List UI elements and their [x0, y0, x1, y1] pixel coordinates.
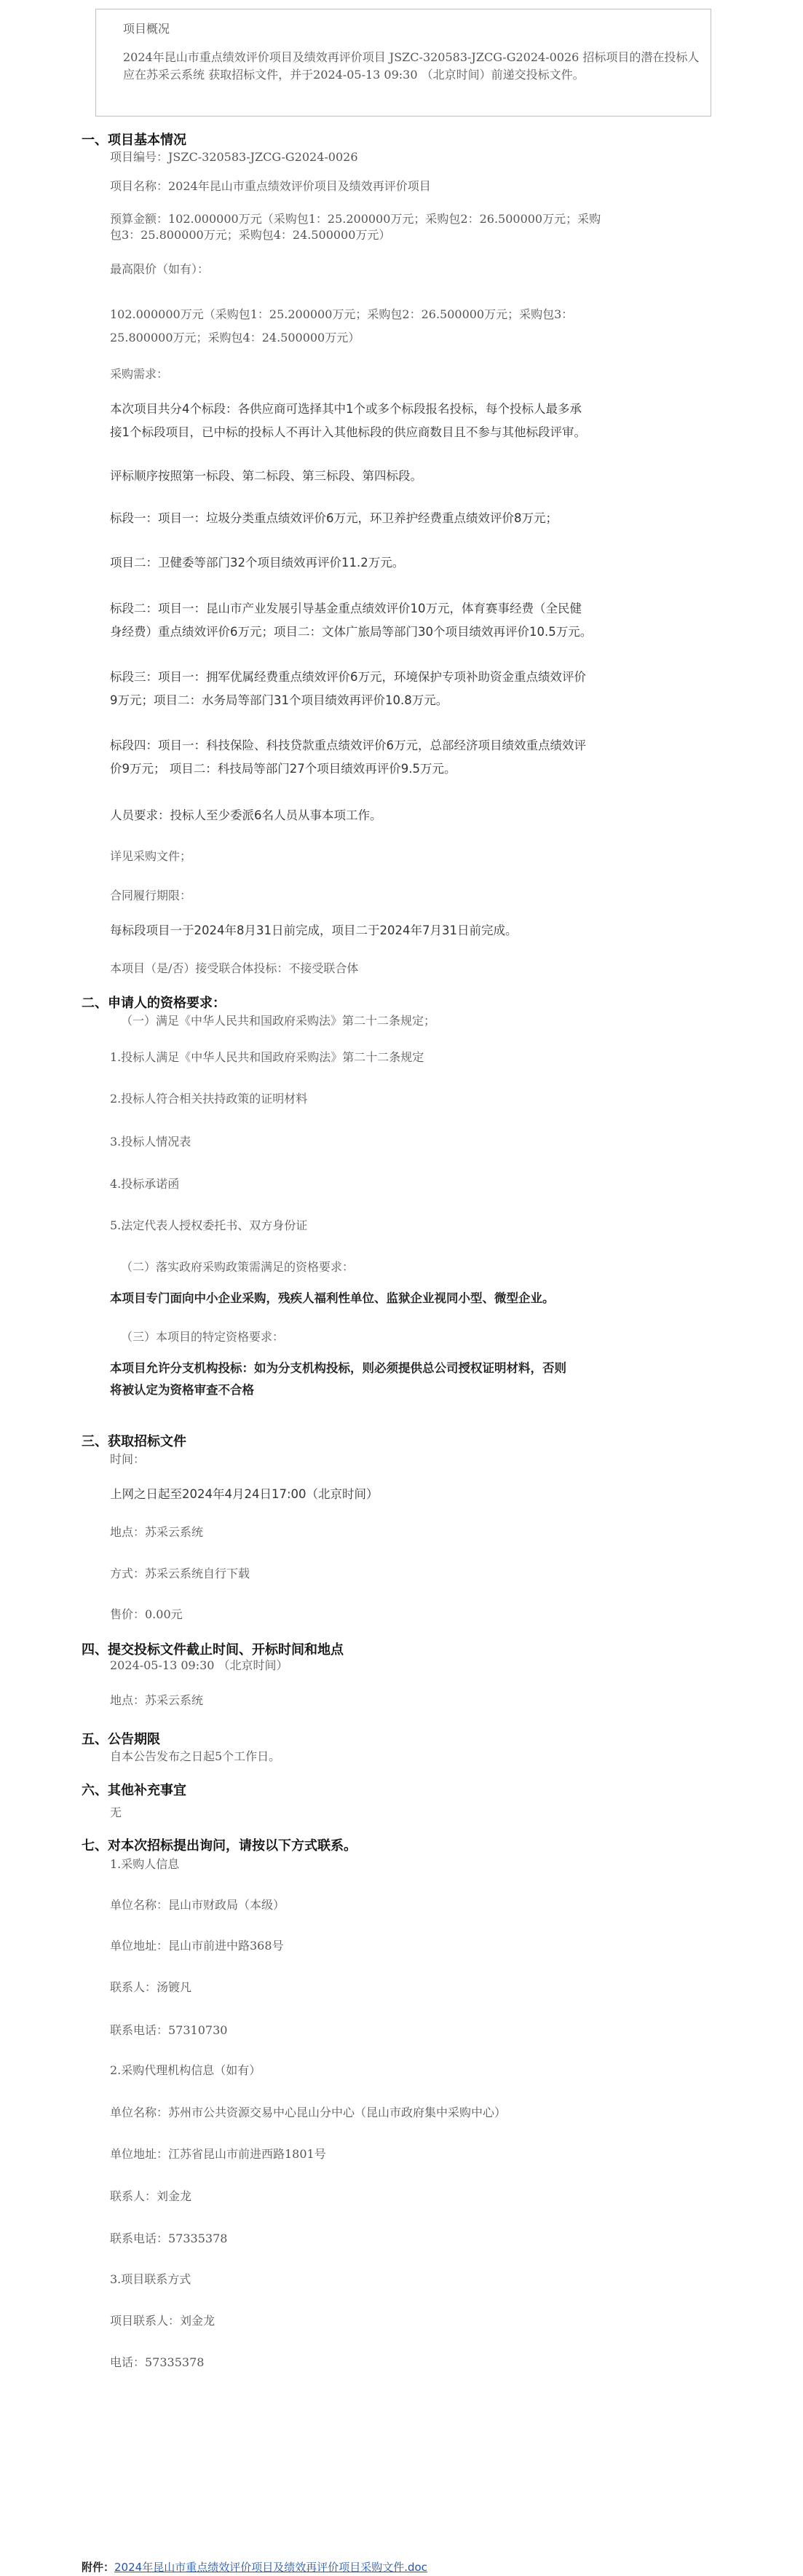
agent-name: 单位名称：苏州市公共资源交易中心昆山分中心（昆山市政府集中采购中心） [110, 2106, 507, 2119]
buyer-name: 单位名称：昆山市财政局（本级） [110, 1898, 285, 1912]
section-heading-get-documents: 三、获取招标文件 [82, 1434, 186, 1449]
section-heading-notice-period: 五、公告期限 [82, 1732, 160, 1747]
qualification-sub-2: （二）落实政府采购政策需满足的资格要求： [121, 1260, 355, 1274]
get-price: 售价：0.00元 [110, 1607, 183, 1621]
branch-requirement: 本项目允许分支机构投标：如为分支机构投标，则必须提供总公司授权证明材料，否则 将被认定为资格审查不合格 [110, 1361, 566, 1397]
lot-1-line-2: 项目二：卫健委等部门32个项目绩效再评价11.2万元。 [110, 556, 405, 570]
qualification-item-3: 3.投标人情况表 [110, 1135, 191, 1149]
qualification-sub-3: （三）本项目的特定资格要求： [121, 1330, 285, 1344]
attachment-line [82, 2559, 427, 2575]
project-contact-person: 项目联系人：刘金龙 [110, 2314, 215, 2328]
demand-label: 采购需求： [110, 367, 169, 381]
contract-period: 每标段项目一于2024年8月31日前完成，项目二于2024年7月31日前完成。 [110, 923, 518, 937]
other-text: 无 [110, 1805, 122, 1819]
qualification-item-1: 1.投标人满足《中华人民共和国政府采购法》第二十二条规定 [110, 1050, 424, 1064]
agent-info-title: 2.采购代理机构信息（如有） [110, 2063, 261, 2077]
docs-note: 详见采购文件； [110, 849, 192, 863]
get-place: 地点：苏采云系统 [110, 1525, 204, 1539]
lot-4-text: 标段四：项目一：科技保险、科技贷款重点绩效评价6万元，总部经济项目绩效重点绩效评 价9万元； 项目二：科技局等部门27个项目绩效再评价9.5万元。 [110, 738, 586, 776]
lot-3-text: 标段三：项目一：拥军优属经费重点绩效评价6万元，环境保护专项补助资金重点绩效评价 9万元；项目二：水务局等部门31个项目绩效再评价10.8万元。 [110, 670, 586, 707]
overview-text: 2024年昆山市重点绩效评价项目及绩效再评价项目 JSZC-320583-JZCG-G2024-0026 招标项目的潜在投标人应在苏采云系统 获取招标文件，并于2024-05-13 09:30 （北京时间）前递交投标文件。 [123, 50, 700, 82]
consortium-note: 本项目（是/否）接受联合体投标：不接受联合体 [110, 961, 359, 975]
attachment-link[interactable]: 2024年昆山市重点绩效评价项目及绩效再评价项目采购文件.doc [114, 2561, 427, 2574]
section-heading-contact: 七、对本次招标提出询问，请按以下方式联系。 [82, 1838, 357, 1854]
project-number: 项目编号：JSZC-320583-JZCG-G2024-0026 [110, 150, 358, 164]
section-heading-basic-info: 一、项目基本情况 [82, 133, 186, 148]
buyer-phone: 联系电话：57310730 [110, 2023, 228, 2037]
section-heading-qualifications: 二、申请人的资格要求： [82, 996, 226, 1011]
buyer-info-title: 1.采购人信息 [110, 1857, 180, 1871]
lot-2-text: 标段二：项目一：昆山市产业发展引导基金重点绩效评价10万元，体育赛事经费（全民健 身经费）重点绩效评价6万元；项目二：文体广旅局等部门30个项目绩效再评价10.5万元。 [110, 602, 593, 639]
lot-1-line-1: 标段一：项目一：垃圾分类重点绩效评价6万元，环卫养护经费重点绩效评价8万元； [110, 511, 558, 525]
agent-address: 单位地址：江苏省昆山市前进西路1801号 [110, 2147, 326, 2161]
budget-line-1: 预算金额：102.000000万元（采购包1：25.200000万元；采购包2：26.500000万元；采购 [110, 212, 601, 226]
agent-contact: 联系人：刘金龙 [110, 2189, 192, 2203]
section-heading-deadline: 四、提交投标文件截止时间、开标时间和地点 [82, 1642, 344, 1658]
overview-title: 项目概况 [123, 22, 170, 36]
get-method: 方式：苏采云系统自行下载 [110, 1567, 250, 1580]
project-name: 项目名称：2024年昆山市重点绩效评价项目及绩效再评价项目 [110, 179, 431, 193]
evaluation-order: 评标顺序按照第一标段、第二标段、第三标段、第四标段。 [110, 469, 422, 483]
section-heading-other: 六、其他补充事宜 [82, 1783, 186, 1798]
qualification-item-5: 5.法定代表人授权委托书、双方身份证 [110, 1218, 308, 1232]
get-time: 上网之日起至2024年4月24日17:00（北京时间） [110, 1487, 379, 1501]
budget-line-2: 包3：25.800000万元；采购包4：24.500000万元） [110, 228, 391, 242]
project-contact-title: 3.项目联系方式 [110, 2272, 191, 2286]
notice-period: 自本公告发布之日起5个工作日。 [110, 1749, 281, 1763]
buyer-address: 单位地址：昆山市前进中路368号 [110, 1939, 284, 1953]
qualification-item-2: 2.投标人符合相关扶持政策的证明材料 [110, 1092, 308, 1106]
staff-requirement: 人员要求：投标人至少委派6名人员从事本项工作。 [110, 808, 382, 822]
deadline-time: 2024-05-13 09:30 （北京时间） [110, 1658, 288, 1672]
max-price-line-2: 25.800000万元；采购包4：24.500000万元） [110, 331, 360, 344]
attachment-label: 附件： [82, 2561, 115, 2574]
qualification-sub-1: （一）满足《中华人民共和国政府采购法》第二十二条规定； [121, 1014, 436, 1028]
contract-period-label: 合同履行期限： [110, 889, 192, 902]
project-overview-box [95, 9, 711, 117]
sme-policy: 本项目专门面向中小企业采购，残疾人福利性单位、监狱企业视同小型、微型企业。 [110, 1291, 555, 1305]
buyer-contact: 联系人：汤镀凡 [110, 1980, 192, 1994]
qualification-item-4: 4.投标承诺函 [110, 1177, 180, 1191]
demand-text: 本次项目共分4个标段：各供应商可选择其中1个或多个标段报名投标，每个投标人最多承 接1个标段项目，已中标的投标人不再计入其他标段的供应商数目且不参与其他标段评审。 [110, 402, 586, 439]
project-contact-phone: 电话：57335378 [110, 2355, 205, 2369]
agent-phone: 联系电话：57335378 [110, 2232, 228, 2245]
max-price-label: 最高限价（如有）： [110, 262, 210, 276]
get-time-label: 时间： [110, 1452, 146, 1466]
max-price-line-1: 102.000000万元（采购包1：25.200000万元；采购包2：26.500000万元；采购包3： [110, 307, 574, 321]
deadline-place: 地点：苏采云系统 [110, 1693, 204, 1707]
